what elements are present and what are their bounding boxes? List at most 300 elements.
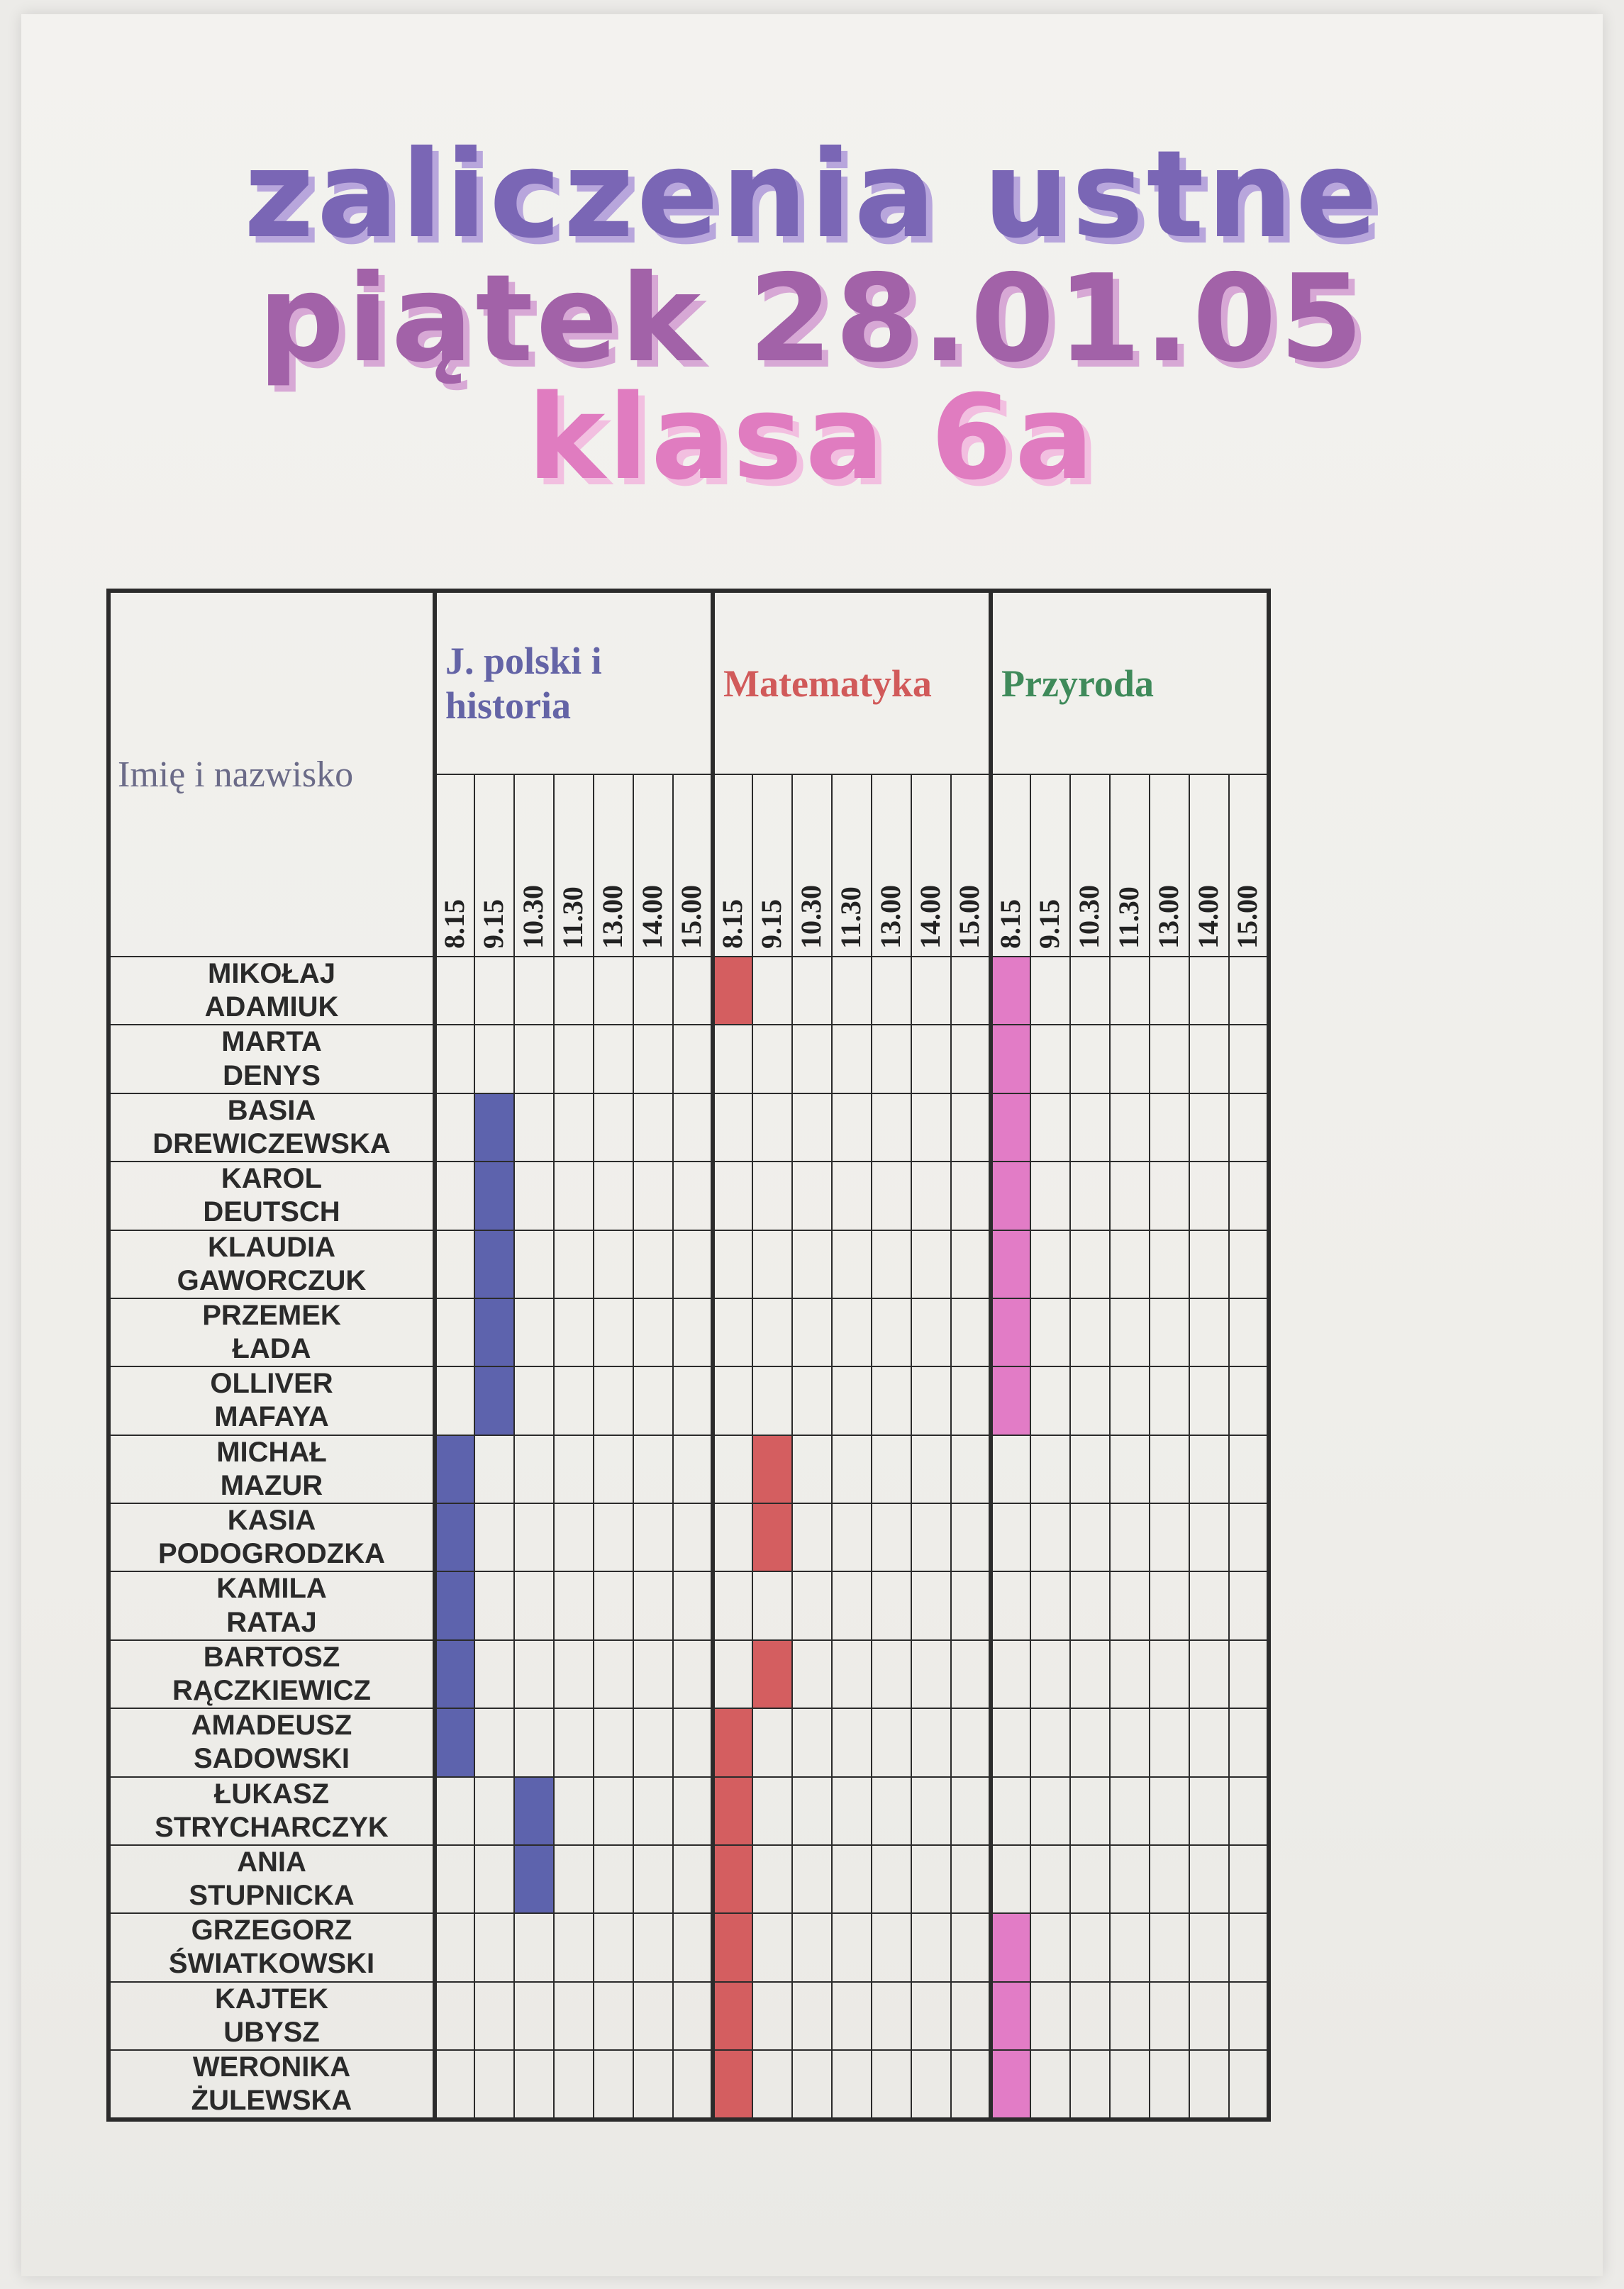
slot-empty [1110,1571,1150,1639]
slot-empty [872,1162,911,1230]
slot-empty [633,1025,673,1093]
slot-empty [832,1162,872,1230]
slot-empty [1150,1845,1189,1913]
slot-empty [832,1093,872,1162]
slot-filled-ma [713,1777,752,1845]
slot-empty [514,957,554,1025]
slot-empty [435,1845,474,1913]
slot-filled-pr [991,957,1030,1025]
schedule-table [106,589,1271,2122]
slot-empty [832,1230,872,1298]
time-label: 15.00 [953,885,985,949]
slot-empty [1070,1571,1110,1639]
slot-empty [832,1298,872,1366]
slot-empty [1229,1640,1269,1708]
slot-empty [951,1845,991,1913]
title-line-3: klasa 6a [527,369,1097,506]
slot-empty [435,957,474,1025]
slot-empty [1070,957,1110,1025]
student-last-name: RATAJ [226,1606,317,1638]
slot-empty [1110,1162,1150,1230]
time-label: 13.00 [1152,885,1184,949]
slot-empty [1150,1982,1189,2050]
slot-empty [792,1640,832,1708]
student-name [109,2050,435,2120]
slot-empty [474,1913,514,1981]
slot-empty [792,2050,832,2120]
time-label: 8.15 [438,899,470,949]
slot-empty [633,1571,673,1639]
slot-empty [594,1366,633,1435]
student-name [109,1571,435,1639]
student-row [109,1982,1269,2050]
slot-empty [1229,1025,1269,1093]
time-label: 11.30 [835,886,867,949]
time-label: 8.15 [716,899,748,949]
slot-empty [474,2050,514,2120]
slot-empty [633,957,673,1025]
student-last-name: PODOGRODZKA [158,1538,385,1570]
student-name [109,1640,435,1708]
slot-empty [514,1640,554,1708]
slot-empty [1070,1913,1110,1981]
slot-empty [1229,1982,1269,2050]
subject-header-pr: Przyroda [991,591,1269,774]
title-line-1: zaliczenia ustne [243,125,1381,265]
slot-empty [594,1162,633,1230]
time-header [1189,774,1229,957]
slot-empty [594,1435,633,1503]
slot-empty [911,1503,951,1571]
slot-empty [633,1913,673,1981]
student-row [109,1845,1269,1913]
slot-empty [713,1230,752,1298]
time-header [991,774,1030,957]
slot-empty [872,2050,911,2120]
slot-empty [1110,2050,1150,2120]
slot-empty [633,1162,673,1230]
slot-empty [1229,2050,1269,2120]
slot-empty [1030,1503,1070,1571]
slot-empty [633,1777,673,1845]
slot-empty [1229,1845,1269,1913]
slot-empty [1189,1777,1229,1845]
student-row [109,1435,1269,1503]
slot-empty [1150,1913,1189,1981]
slot-filled-pl [474,1162,514,1230]
slot-filled-ma [713,957,752,1025]
slot-empty [872,1640,911,1708]
slot-empty [792,1913,832,1981]
student-name [109,1025,435,1093]
slot-empty [1070,2050,1110,2120]
slot-empty [991,1777,1030,1845]
time-header [911,774,951,957]
slot-empty [832,1025,872,1093]
slot-empty [594,1503,633,1571]
slot-empty [752,1777,792,1845]
slot-empty [911,1093,951,1162]
student-last-name: MAZUR [220,1469,323,1501]
slot-empty [951,1093,991,1162]
student-row [109,1025,1269,1093]
slot-empty [911,1708,951,1776]
student-first-name: OLLIVER [210,1368,333,1400]
student-first-name: PRZEMEK [202,1299,341,1331]
student-last-name: DREWICZEWSKA [152,1127,391,1159]
slot-empty [911,1298,951,1366]
slot-empty [951,1640,991,1708]
slot-empty [1189,1093,1229,1162]
time-label: 15.00 [675,885,707,949]
slot-empty [1189,1025,1229,1093]
slot-empty [594,1982,633,2050]
slot-empty [713,1571,752,1639]
student-first-name: KAMILA [216,1573,327,1605]
slot-empty [1030,1298,1070,1366]
slot-empty [1110,957,1150,1025]
slot-empty [792,1777,832,1845]
student-row [109,1571,1269,1639]
slot-empty [514,1503,554,1571]
time-header [633,774,673,957]
student-row [109,1777,1269,1845]
title-line-2: piątek 28.01.05 [257,249,1367,389]
slot-empty [1189,1571,1229,1639]
slot-empty [514,1435,554,1503]
slot-empty [554,1298,594,1366]
slot-empty [792,1298,832,1366]
slot-empty [991,1571,1030,1639]
slot-empty [832,2050,872,2120]
slot-empty [911,2050,951,2120]
time-header [594,774,633,957]
slot-empty [594,1845,633,1913]
student-row [109,1366,1269,1435]
slot-empty [1030,957,1070,1025]
slot-empty [1110,1025,1150,1093]
slot-empty [792,1093,832,1162]
student-last-name: ŻULEWSKA [191,2085,352,2117]
slot-empty [554,2050,594,2120]
slot-empty [872,1298,911,1366]
slot-empty [1070,1435,1110,1503]
slot-empty [435,1162,474,1230]
student-name [109,1708,435,1776]
slot-empty [673,1230,713,1298]
slot-empty [951,1571,991,1639]
slot-empty [792,1025,832,1093]
slot-filled-pr [991,1913,1030,1981]
time-header [752,774,792,957]
slot-empty [872,1708,911,1776]
student-last-name: STRYCHARCZYK [155,1811,389,1843]
slot-empty [633,1982,673,2050]
student-name [109,1982,435,2050]
slot-empty [1189,1162,1229,1230]
slot-empty [991,1708,1030,1776]
slot-empty [713,1093,752,1162]
slot-empty [1070,1025,1110,1093]
slot-empty [594,1708,633,1776]
slot-empty [514,1366,554,1435]
slot-empty [1189,1640,1229,1708]
slot-empty [554,1982,594,2050]
student-last-name: RĄCZKIEWICZ [172,1674,371,1706]
slot-empty [1150,1708,1189,1776]
slot-empty [752,1093,792,1162]
slot-filled-pl [474,1366,514,1435]
slot-empty [435,1982,474,2050]
slot-empty [1030,1913,1070,1981]
slot-empty [752,1230,792,1298]
slot-empty [951,2050,991,2120]
student-name [109,957,435,1025]
slot-filled-pr [991,1982,1030,2050]
student-name [109,1435,435,1503]
slot-empty [752,2050,792,2120]
slot-empty [594,1093,633,1162]
slot-empty [872,1913,911,1981]
time-header [1030,774,1070,957]
time-header [1229,774,1269,957]
slot-empty [474,1435,514,1503]
slot-empty [1110,1503,1150,1571]
slot-empty [951,1435,991,1503]
slot-empty [594,957,633,1025]
student-last-name: DENYS [223,1059,321,1091]
slot-empty [832,1366,872,1435]
slot-empty [673,1571,713,1639]
slot-empty [752,957,792,1025]
slot-empty [1229,957,1269,1025]
slot-empty [1229,1913,1269,1981]
slot-empty [1070,1640,1110,1708]
slot-empty [713,1162,752,1230]
student-row [109,1640,1269,1708]
slot-empty [1189,1230,1229,1298]
slot-empty [911,1435,951,1503]
student-row [109,1230,1269,1298]
slot-empty [1150,1777,1189,1845]
slot-empty [792,1982,832,2050]
student-first-name: ANIA [237,1846,306,1878]
time-header [673,774,713,957]
slot-empty [633,1845,673,1913]
slot-empty [1110,1366,1150,1435]
slot-empty [673,1913,713,1981]
student-name [109,1093,435,1162]
slot-empty [673,1162,713,1230]
slot-empty [1110,1777,1150,1845]
slot-empty [911,1025,951,1093]
slot-empty [554,1366,594,1435]
slot-empty [951,1162,991,1230]
slot-empty [951,1913,991,1981]
slot-empty [554,1571,594,1639]
slot-empty [554,957,594,1025]
slot-empty [594,1913,633,1981]
slot-empty [474,1640,514,1708]
slot-empty [514,1708,554,1776]
slot-empty [633,2050,673,2120]
slot-empty [474,1025,514,1093]
student-first-name: KASIA [227,1505,316,1536]
slot-empty [792,1708,832,1776]
slot-empty [1110,1435,1150,1503]
slot-empty [951,1230,991,1298]
slot-empty [554,1162,594,1230]
slot-empty [1110,1982,1150,2050]
slot-empty [673,957,713,1025]
student-first-name: MICHAŁ [216,1436,327,1468]
time-label: 10.30 [1073,885,1105,949]
slot-empty [1110,1230,1150,1298]
time-label: 14.00 [914,885,946,949]
slot-filled-ma [713,1913,752,1981]
slot-empty [554,1503,594,1571]
slot-empty [673,1093,713,1162]
time-label: 13.00 [874,885,906,949]
slot-empty [673,1435,713,1503]
slot-filled-pl [435,1435,474,1503]
slot-empty [554,1093,594,1162]
student-row [109,1503,1269,1571]
slot-empty [554,1913,594,1981]
slot-empty [1150,957,1189,1025]
slot-empty [1189,1845,1229,1913]
slot-empty [1150,1162,1189,1230]
time-label: 11.30 [557,886,589,949]
slot-empty [752,1162,792,1230]
slot-empty [1110,1708,1150,1776]
subject-header-ma: Matematyka [713,591,991,774]
slot-empty [1030,1435,1070,1503]
slot-empty [514,1025,554,1093]
slot-empty [1189,1708,1229,1776]
slot-empty [554,1845,594,1913]
slot-empty [872,1982,911,2050]
slot-filled-ma [752,1503,792,1571]
slot-empty [951,1708,991,1776]
slot-empty [474,1571,514,1639]
time-header [951,774,991,957]
slot-empty [911,1982,951,2050]
time-label: 14.00 [1192,885,1224,949]
slot-empty [1229,1503,1269,1571]
student-row [109,1093,1269,1162]
slot-empty [832,1708,872,1776]
slot-empty [951,1366,991,1435]
slot-empty [1189,1913,1229,1981]
slot-empty [514,1298,554,1366]
slot-empty [673,2050,713,2120]
slot-empty [991,1435,1030,1503]
slot-empty [872,957,911,1025]
slot-empty [1150,1435,1189,1503]
slot-empty [872,1503,911,1571]
slot-empty [594,2050,633,2120]
slot-empty [1030,1571,1070,1639]
slot-empty [1030,1777,1070,1845]
slot-empty [1030,1982,1070,2050]
time-label: 9.15 [1033,899,1065,949]
slot-empty [514,1093,554,1162]
student-first-name: MIKOŁAJ [208,958,335,989]
time-label: 14.00 [636,885,668,949]
slot-empty [792,1435,832,1503]
student-name [109,1777,435,1845]
slot-empty [713,1298,752,1366]
student-last-name: SADOWSKI [194,1743,350,1775]
student-first-name: WERONIKA [192,2051,351,2083]
slot-filled-pr [991,1025,1030,1093]
slot-empty [792,1230,832,1298]
slot-empty [951,1503,991,1571]
slot-empty [435,1913,474,1981]
student-first-name: GRZEGORZ [191,1915,352,1947]
time-header [872,774,911,957]
slot-empty [594,1230,633,1298]
slot-empty [673,1845,713,1913]
slot-empty [673,1640,713,1708]
slot-empty [554,1230,594,1298]
slot-empty [633,1298,673,1366]
student-row [109,957,1269,1025]
slot-filled-pr [991,1298,1030,1366]
time-header [554,774,594,957]
student-first-name: KAROL [221,1163,323,1195]
slot-empty [1110,1845,1150,1913]
slot-empty [633,1640,673,1708]
student-first-name: ŁUKASZ [213,1778,330,1810]
slot-empty [514,1913,554,1981]
slot-empty [911,1845,951,1913]
slot-empty [1150,1571,1189,1639]
slot-filled-pl [435,1503,474,1571]
slot-empty [792,1845,832,1913]
slot-filled-pr [991,1366,1030,1435]
slot-empty [1189,1503,1229,1571]
slot-filled-ma [752,1640,792,1708]
slot-filled-pl [474,1093,514,1162]
student-row [109,1913,1269,1981]
slot-empty [713,1640,752,1708]
student-last-name: ŁADA [232,1333,311,1365]
slot-empty [713,1366,752,1435]
time-header [1070,774,1110,957]
slot-empty [832,1913,872,1981]
slot-empty [1150,1503,1189,1571]
slot-empty [554,1025,594,1093]
time-header [713,774,752,957]
slot-filled-pr [991,2050,1030,2120]
slot-empty [911,1571,951,1639]
student-row [109,1298,1269,1366]
slot-empty [1110,1093,1150,1162]
slot-empty [713,1435,752,1503]
slot-empty [1189,1982,1229,2050]
slot-empty [951,957,991,1025]
slot-empty [594,1640,633,1708]
student-row [109,1708,1269,1776]
slot-empty [1110,1298,1150,1366]
slot-empty [474,1708,514,1776]
slot-empty [1189,1435,1229,1503]
slot-empty [991,1503,1030,1571]
slot-empty [752,1845,792,1913]
slot-empty [872,1230,911,1298]
